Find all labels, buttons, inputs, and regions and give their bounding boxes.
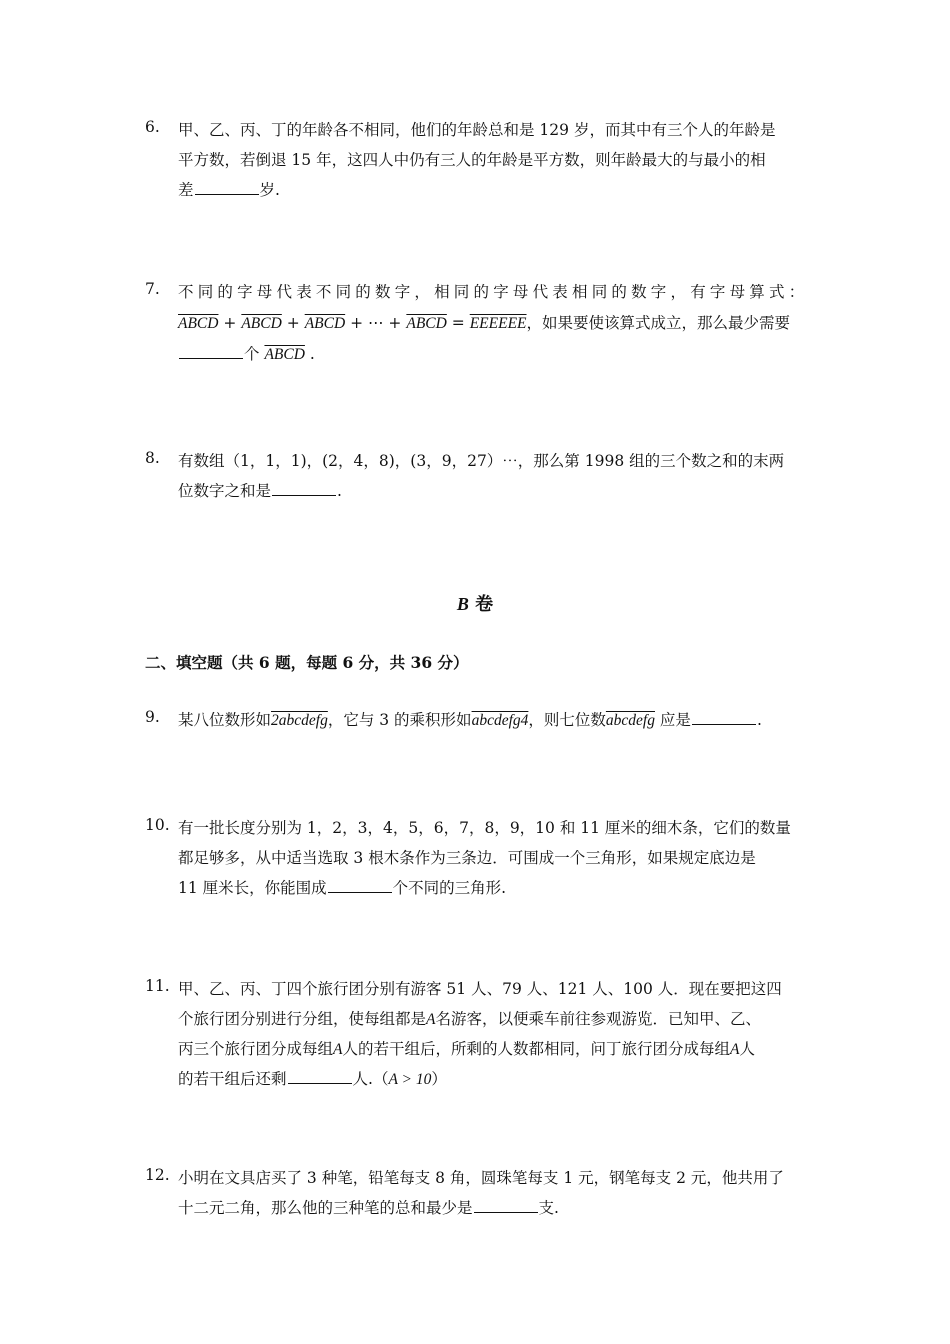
answer-blank <box>179 357 243 359</box>
section-title: B 卷 <box>456 594 494 615</box>
question-line: 小明在文具店买了 3 种笔，铅笔每支 8 角，圆珠笔每支 1 元，钢笔每支 2 元，他共用了 <box>178 1169 784 1187</box>
question-line: 位数字之和是 . <box>178 482 342 500</box>
question-line: 11 厘米长，你能围成 个不同的三角形. <box>178 879 507 897</box>
question-number: 7. <box>145 280 160 298</box>
section-heading: 二、填空题（共 6 题，每题 6 分，共 36 分） <box>145 653 469 672</box>
question-line: 个 ABCD . <box>178 342 315 364</box>
formula-line: ABCD + ABCD + ABCD + ⋯ + ABCD = EEEEEE，如果要使该算式成立，那么最少需要 <box>178 314 791 332</box>
question-line: 甲、乙、丙、丁的年龄各不相同，他们的年龄总和是 129 岁，而其中有三个人的年龄是 <box>178 121 776 139</box>
answer-blank <box>328 891 392 893</box>
question-number: 12. <box>145 1166 170 1184</box>
question-line: 平方数，若倒退 15 年，这四人中仍有三人的年龄是平方数，则年龄最大的与最小的相 <box>178 151 766 169</box>
question-line: 的若干组后还剩 人.（A > 10） <box>178 1070 447 1088</box>
question-number: 9. <box>145 708 160 726</box>
answer-blank <box>272 494 336 496</box>
answer-blank <box>474 1211 538 1213</box>
question-line: 有一批长度分别为 1，2，3，4，5，6，7，8，9，10 和 11 厘米的细木条，它们的数量 <box>178 819 791 837</box>
question-line: 丙三个旅行团分成每组A人的若干组后，所剩的人数都相同，问丁旅行团分成每组A人 <box>178 1040 755 1058</box>
question-line: 十二元二角，那么他的三种笔的总和最少是 支. <box>178 1199 559 1217</box>
question-line: 有数组（1，1，1)，(2，4，8)，(3，9，27）⋯，那么第 1998 组的三个数之和的末两 <box>178 452 785 470</box>
question-line: 某八位数形如2abcdefg，它与 3 的乘积形如abcdefg4，则七位数abcdefg 应是 . <box>178 711 762 729</box>
question-line: 不同的字母代表不同的数字，相同的字母代表相同的数字，有字母算式： <box>178 283 809 301</box>
question-line: 个旅行团分别进行分组，使每组都是A名游客，以便乘车前往参观游览．已知甲、乙、 <box>178 1010 761 1028</box>
answer-blank <box>692 723 756 725</box>
question-line: 都足够多，从中适当选取 3 根木条作为三条边．可围成一个三角形，如果规定底边是 <box>178 849 756 867</box>
question-number: 10. <box>145 816 170 834</box>
question-line: 甲、乙、丙、丁四个旅行团分别有游客 51 人、79 人、121 人、100 人．现在要把这四 <box>178 980 782 998</box>
question-number: 6. <box>145 118 160 136</box>
question-number: 11. <box>145 977 170 995</box>
question-line: 差 岁. <box>178 181 280 199</box>
question-number: 8. <box>145 449 160 467</box>
answer-blank <box>288 1082 352 1084</box>
answer-blank <box>195 193 259 195</box>
